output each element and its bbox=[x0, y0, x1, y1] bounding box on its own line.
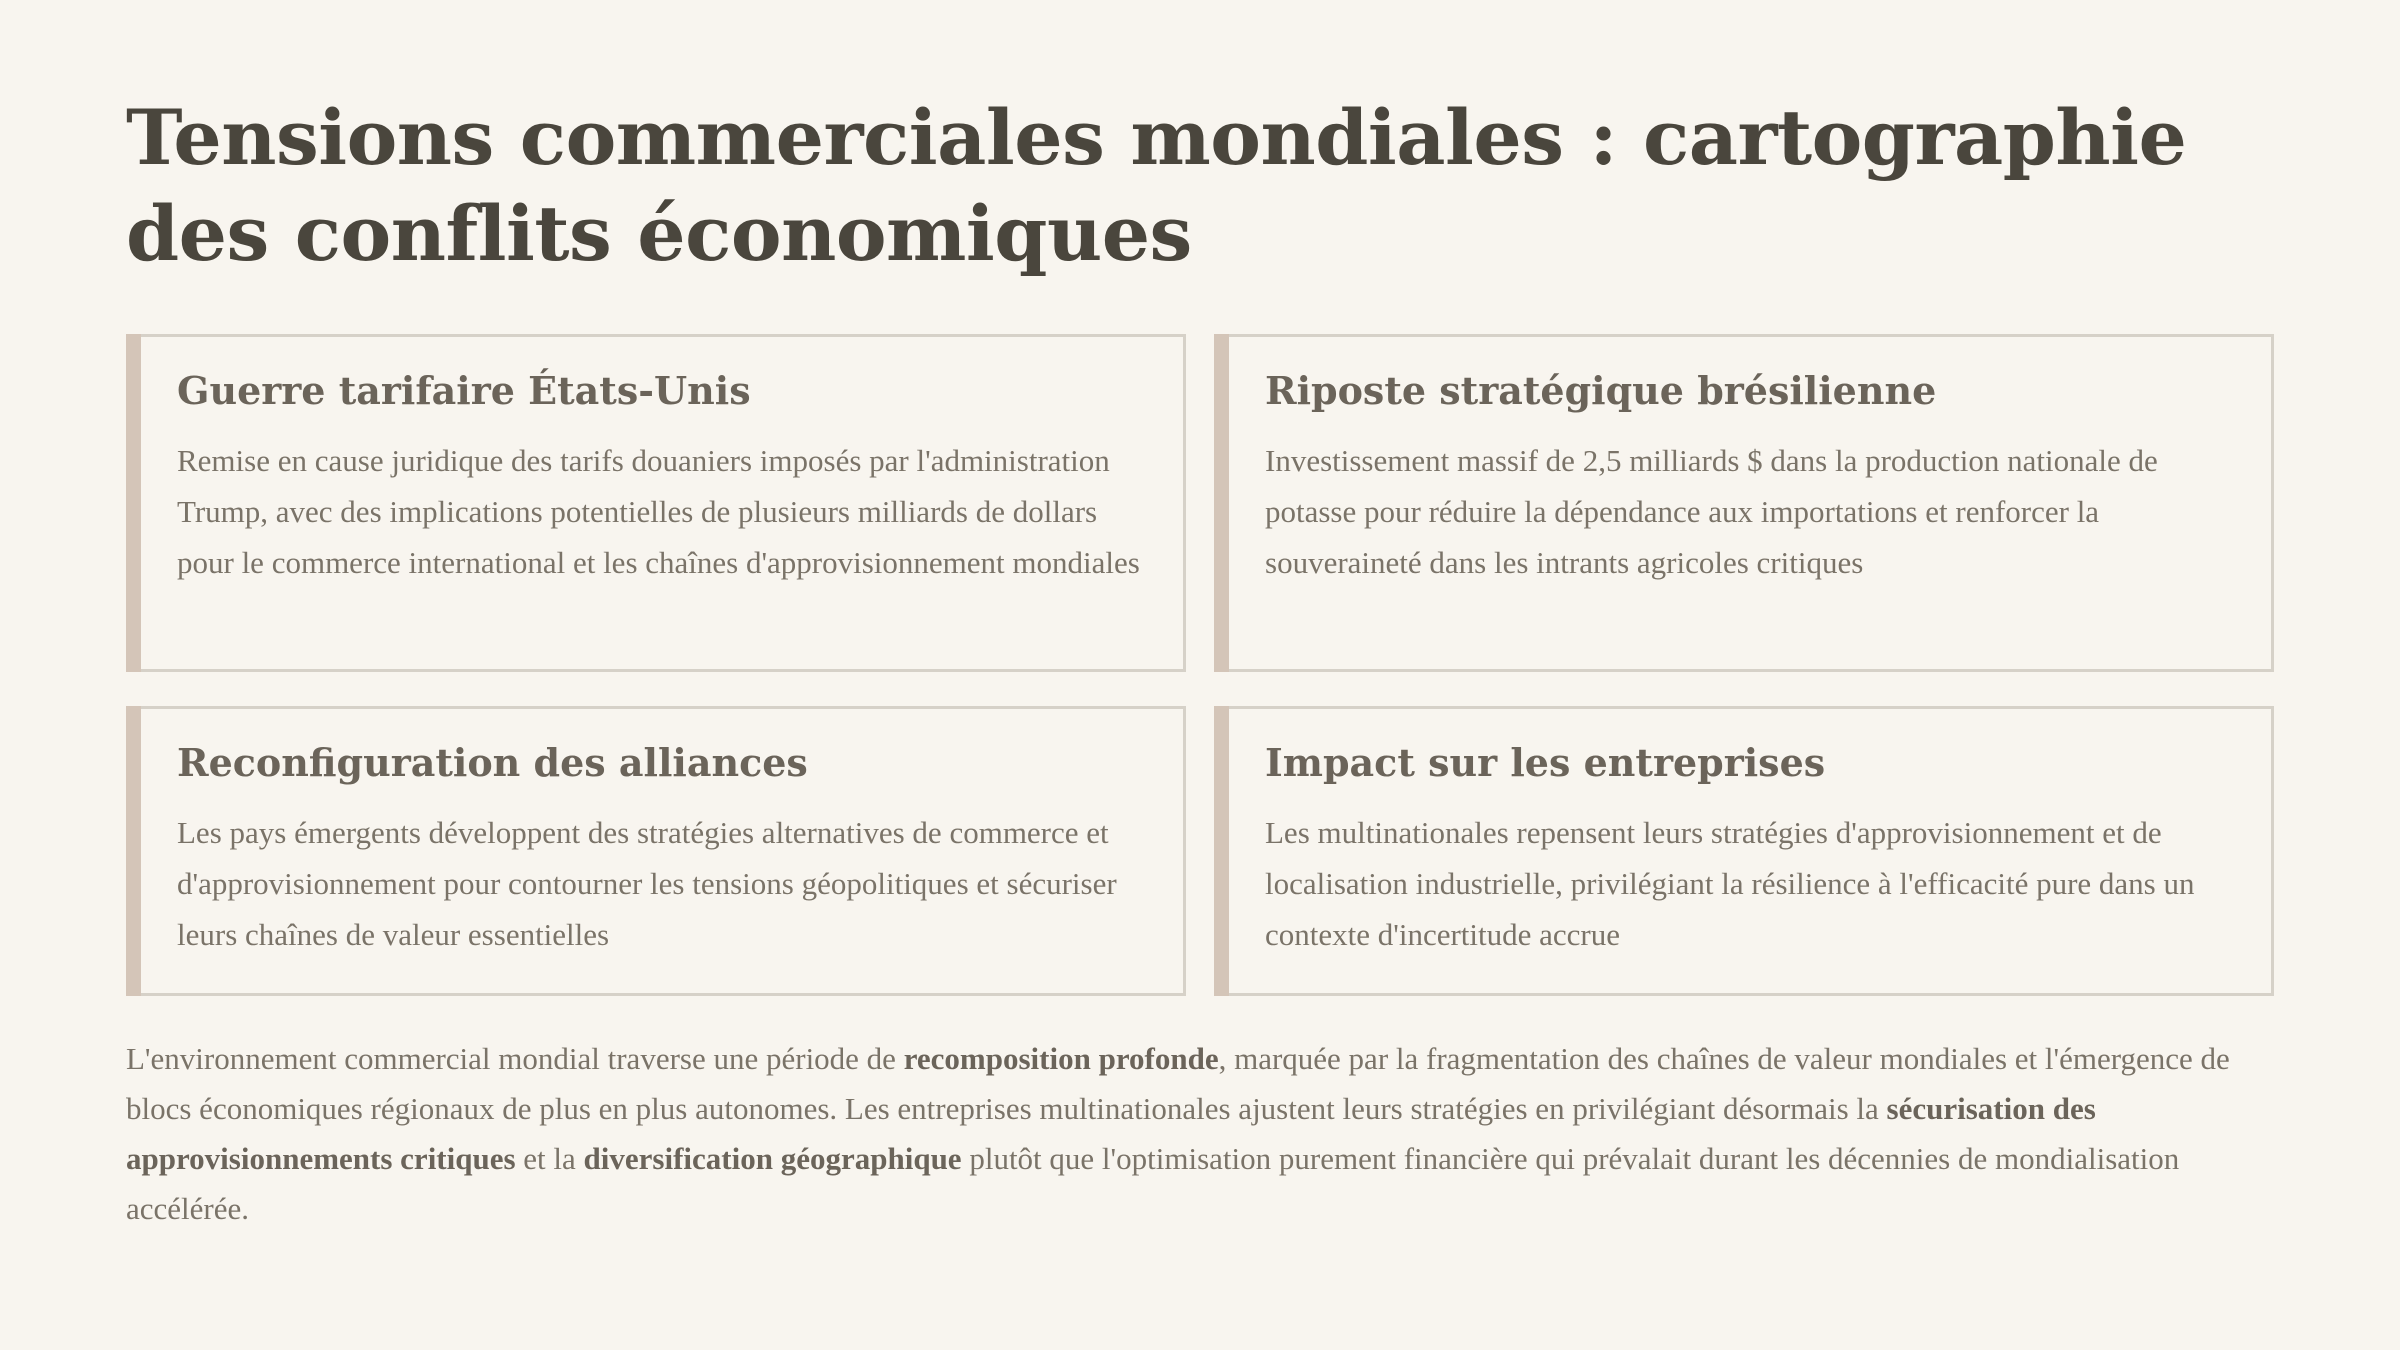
card-brazil-response bbox=[1214, 334, 2274, 672]
summary-text: plutôt que l'optimisation purement financière qui prévalait durant les décennies de mondialisation accélérée. bbox=[126, 1141, 2180, 1226]
card-title: Impact sur les entreprises bbox=[1265, 740, 1826, 785]
card-body: Remise en cause juridique des tarifs douaniers imposés par l'administration Trump, avec des implications potentielles de plusieurs milliards de dollars pour le commerce international et les chaînes d'approvisionnement mondiales bbox=[177, 443, 1140, 580]
card-title: Reconfiguration des alliances bbox=[177, 740, 808, 785]
summary-text: et la bbox=[515, 1141, 584, 1176]
card-title: Guerre tarifaire États-Unis bbox=[177, 368, 751, 413]
page-title: Tensions commerciales mondiales : cartographie des conflits économiques bbox=[126, 93, 2187, 278]
summary-emphasis: diversification géographique bbox=[583, 1141, 962, 1176]
card-us-tariff-war bbox=[126, 334, 1186, 672]
summary-text: , marquée par la fragmentation des chaînes de valeur mondiales et l'émergence de blocs économiques régionaux de plus en plus autonomes. Les entreprises multinationales ajustent leurs stratégies en privilégiant désormais la bbox=[126, 1041, 2230, 1126]
summary-emphasis: sécurisation des approvisionnements critiques bbox=[126, 1091, 2096, 1176]
card-body: Les multinationales repensent leurs stratégies d'approvisionnement et de localisation industrielle, privilégiant la résilience à l'efficacité pure dans un contexte d'incertitude accrue bbox=[1265, 815, 2195, 952]
card-body: Les pays émergents développent des stratégies alternatives de commerce et d'approvisionnement pour contourner les tensions géopolitiques et sécuriser leurs chaînes de valeur essentielles bbox=[177, 815, 1117, 952]
slide bbox=[126, 90, 2274, 1265]
summary-emphasis: recomposition profonde bbox=[903, 1041, 1219, 1076]
summary-paragraph bbox=[126, 1034, 2274, 1234]
card-grid bbox=[126, 334, 2274, 996]
card-alliances bbox=[126, 706, 1186, 996]
card-body: Investissement massif de 2,5 milliards $ dans la production nationale de potasse pour réduire la dépendance aux importations et renforcer la souveraineté dans les intrants agricoles critiques bbox=[1265, 443, 2158, 580]
summary-text: L'environnement commercial mondial traverse une période de bbox=[126, 1041, 904, 1076]
card-title: Riposte stratégique brésilienne bbox=[1265, 368, 1937, 413]
card-business-impact bbox=[1214, 706, 2274, 996]
